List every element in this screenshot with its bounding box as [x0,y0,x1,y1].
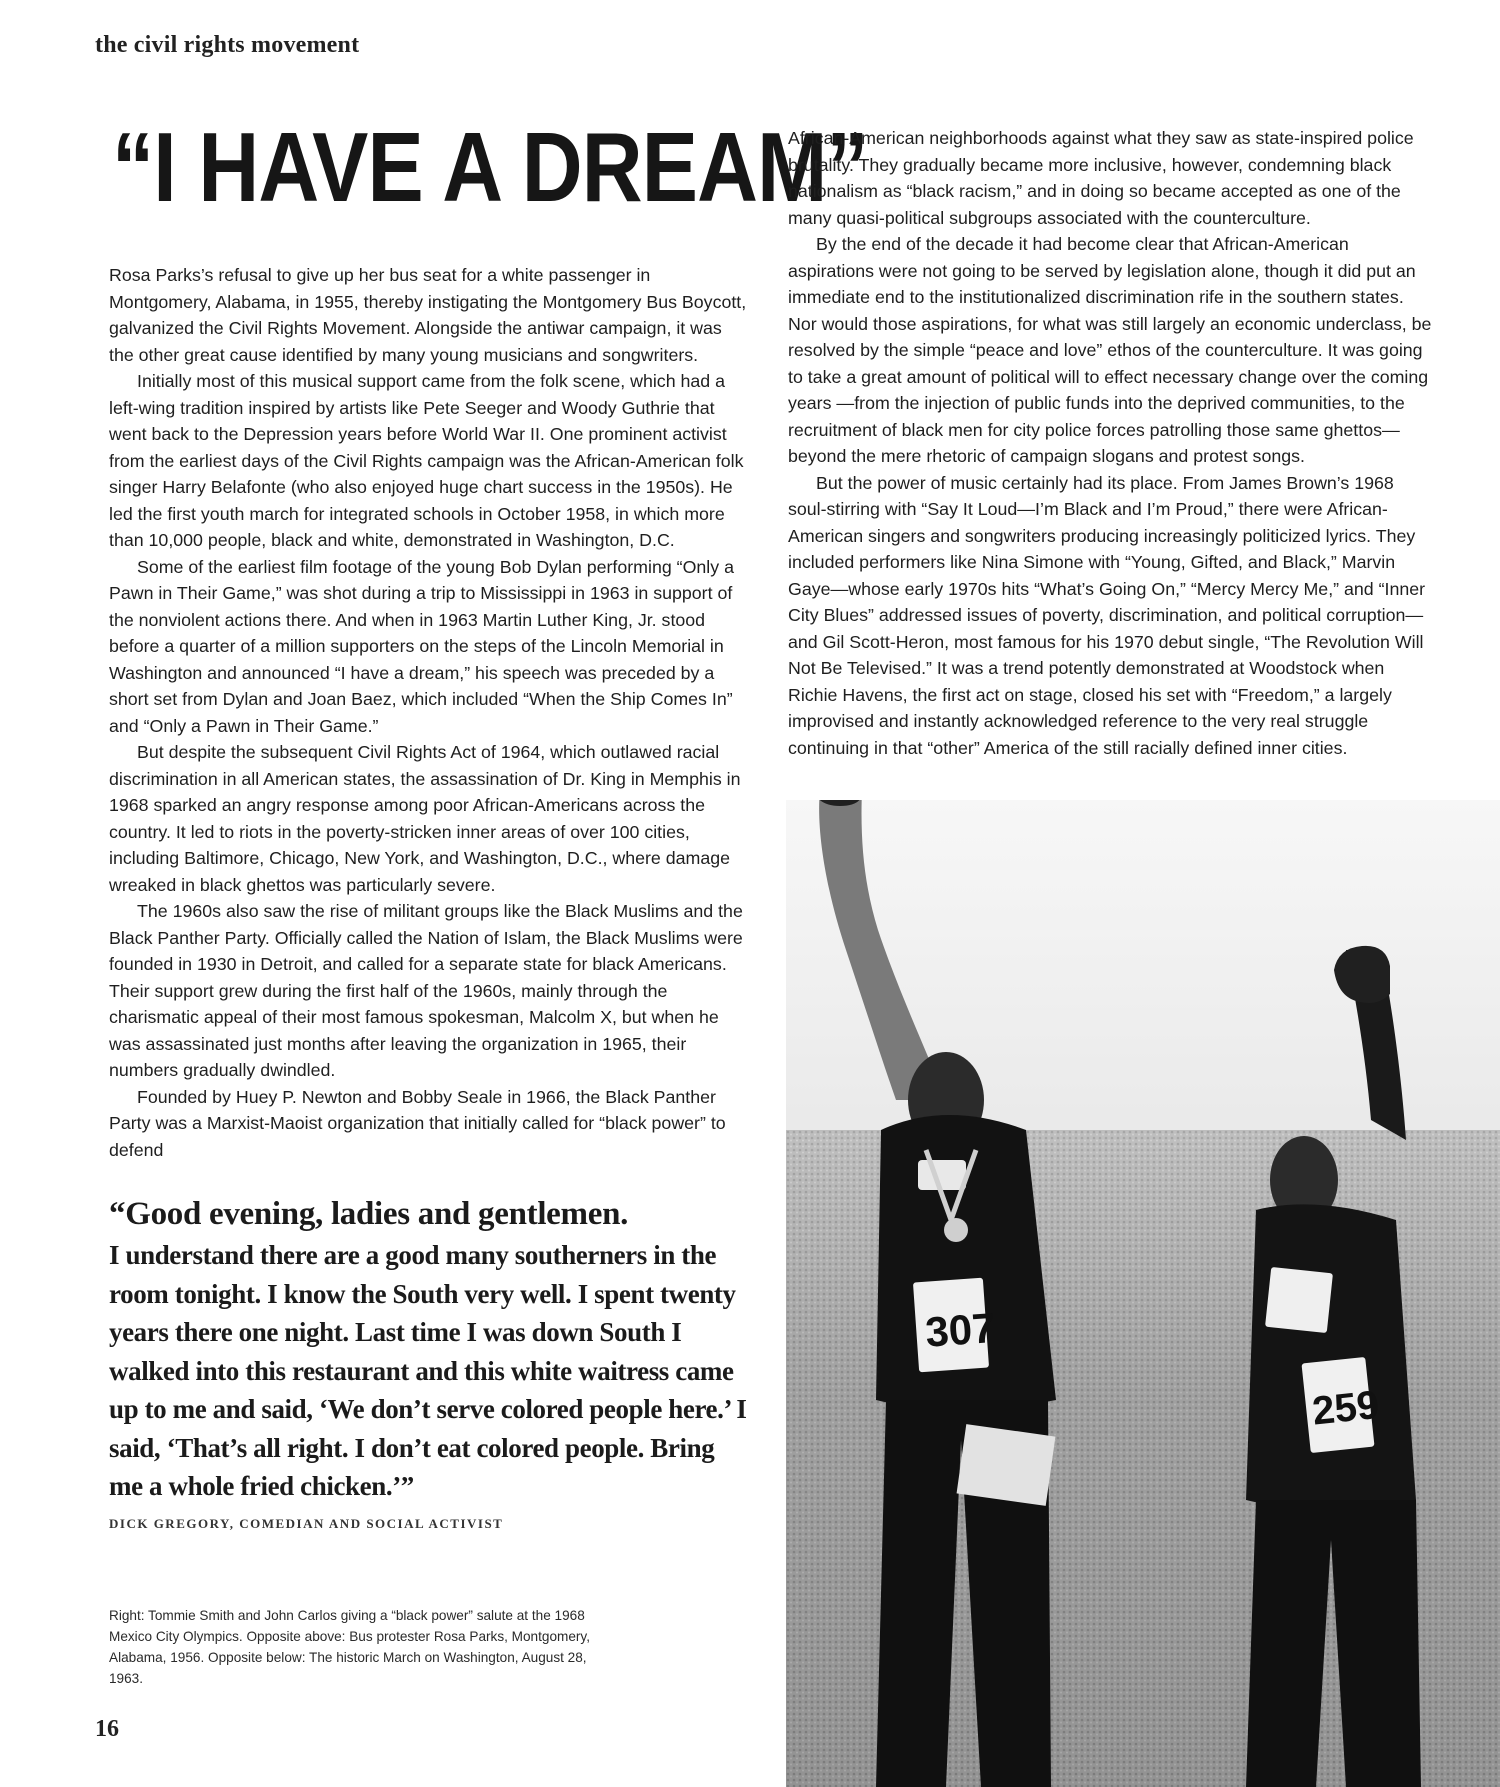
paragraph: But despite the subsequent Civil Rights Act of 1964, which outlawed racial discrimination in all American states, the assassination of Dr. King in Memphis in 1968 sparked an angry response among poor African-Americans across the country. It led to riots in the poverty-stricken inner areas of over 100 cities, including Baltimore, Chicago, New York, and Washington, D.C., where damage wreaked in black ghettos was particularly severe. [109,742,741,895]
paragraph: The 1960s also saw the rise of militant groups like the Black Muslims and the Black Panther Party. Officially called the Nation of Islam, the Black Muslims were founded in 1930 in Detroit, and called for a separate state for black Americans. Their support grew during the first half of the 1960s, mainly through the charismatic appeal of their most famous spokesman, Malcolm X, but when he was assassinated just months after leaving the organization in 1965, their numbers gradually dwindled. [109,901,743,1080]
pull-quote [109,1192,749,1532]
athlete-bib-number: 259 [1310,1382,1382,1434]
pull-quote-attribution: DICK GREGORY, COMEDIAN AND SOCIAL ACTIVIST [109,1515,504,1531]
photo-caption: Right: Tommie Smith and John Carlos giving a “black power” salute at the 1968 Mexico City Olympics. Opposite above: Bus protester Rosa Parks, Montgomery, Alabama, 1956. Opposite below: The historic March on Washington, August 28, 1963. [109,1608,590,1686]
paragraph: African-American neighborhoods against what they saw as state-inspired police brutality. They gradually became more inclusive, however, condemning black nationalism as “black racism,” and in doing so became accepted as one of the many quasi-political subgroups associated with the counterculture. [788,128,1414,228]
paragraph: Founded by Huey P. Newton and Bobby Seale in 1966, the Black Panther Party was a Marxist-Maoist organization that initially called for “black power” to defend [109,1086,726,1160]
athlete-bib-number: 307 [923,1303,997,1356]
paragraph: But the power of music certainly had its place. From James Brown’s 1968 soul-stirring with “Say It Loud—I’m Black and I’m Proud,” there were African-American singers and songwriters producing increasingly politicized lyrics. They included performers like Nina Simone with “Young, Gifted, and Black,” Marvin Gaye—whose early 1970s hits “What’s Going On,” “Mercy Mercy Me,” and “Inner City Blues” addressed issues of poverty, discrimination, and political corruption—and Gil Scott-Heron, most famous for his 1970 debut single, “The Revolution Will Not Be Televised.” It was a trend potently demonstrated at Woodstock when Richie Havens, the first act on stage, closed his set with “Freedom,” a largely improvised and instantly acknowledged reference to the very real struggle continuing in that “other” America of the still racially defined inner cities. [788,472,1426,758]
paragraph: Initially most of this musical support came from the folk scene, which had a left-wing tradition inspired by artists like Pete Seeger and Woody Guthrie that went back to the Depression years before World War II. One prominent activist from the earliest days of the Civil Rights campaign was the African-American folk singer Harry Belafonte (who also enjoyed huge chart success in the 1950s). He led the first youth march for integrated schools in October 1958, in which more than 10,000 people, black and white, demonstrated in Washington, D.C. [109,371,744,550]
paragraph: Some of the earliest film footage of the young Bob Dylan performing “Only a Pawn in Their Game,” was shot during a trip to Mississippi in 1963 in support of the nonviolent actions there. And when in 1963 Martin Luther King, Jr. stood before a quarter of a million supporters on the steps of the Lincoln Memorial in Washington and announced “I have a dream,” his speech was preceded by a short set from Dylan and Joan Baez, which included “When the Ship Comes In” and “Only a Pawn in Their Game.” [109,556,734,736]
left-column [109,262,749,1163]
pull-quote-body: I understand there are a good many southerners in the room tonight. I know the South very well. I spent twenty years there one night. Last time I was down South I walked into this restaurant and this white waitress came up to me and said, ‘We don’t serve colored people here.’ I said, ‘That’s all right. I don’t eat colored people. Bring me a whole fried chicken.’” [109,1240,747,1501]
paragraph: Rosa Parks’s refusal to give up her bus seat for a white passenger in Montgomery, Alabama, in 1955, thereby instigating the Montgomery Bus Boycott, galvanized the Civil Rights Movement. Alongside the antiwar campaign, it was the other great cause identified by many young musicians and songwriters. [109,265,747,365]
olympic-salute-photo [786,800,1500,1787]
paragraph: By the end of the decade it had become clear that African-American aspirations were not going to be served by legislation alone, though it did put an immediate end to the institutionalized discrimination rife in the southern states. Nor would those aspirations, for what was still largely an economic underclass, be resolved by the simple “peace and love” ethos of the counterculture. It was going to take a great amount of political will to effect necessary change over the coming years —from the injection of public funds into the deprived communities, to the recruitment of black men for city police forces patrolling those same ghettos— beyond the mere rhetoric of campaign slogans and protest songs. [788,234,1432,466]
pull-quote-opening: “Good evening, ladies and gentlemen. [109,1196,629,1232]
running-head: the civil rights movement [95,32,360,58]
right-column [788,125,1433,761]
page-number: 16 [95,1716,119,1742]
page-headline: “I HAVE A DREAM” [112,112,868,222]
